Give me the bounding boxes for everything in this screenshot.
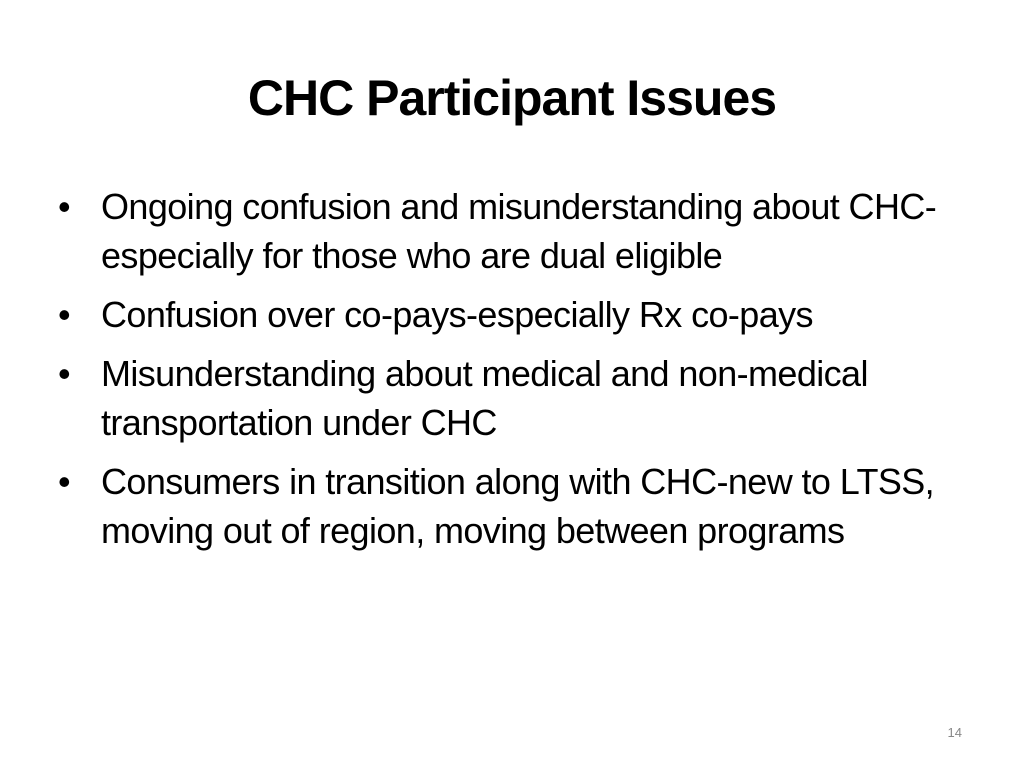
slide-title: CHC Participant Issues <box>247 70 777 126</box>
bullet-text: Ongoing confusion and misunderstanding about CHC-especially for those who are dual eligible <box>101 186 937 276</box>
bullet-dot-icon: • <box>58 186 71 227</box>
bullet-text: Misunderstanding about medical and non-medical transportation under CHC <box>101 353 868 443</box>
bullet-dot-icon: • <box>58 461 71 502</box>
bullet-text: Consumers in transition along with CHC-new to LTSS, moving out of region, moving between programs <box>101 461 935 551</box>
bullet-item <box>56 290 956 339</box>
bullet-dot-icon: • <box>58 353 71 394</box>
bullet-text: Confusion over co-pays-especially Rx co-pays <box>101 294 813 335</box>
bullet-item <box>56 349 956 447</box>
bullet-dot-icon: • <box>58 294 71 335</box>
bullet-item <box>56 457 956 555</box>
page-number: 14 <box>947 725 962 740</box>
bullet-list <box>56 182 956 565</box>
bullet-item <box>56 182 956 280</box>
